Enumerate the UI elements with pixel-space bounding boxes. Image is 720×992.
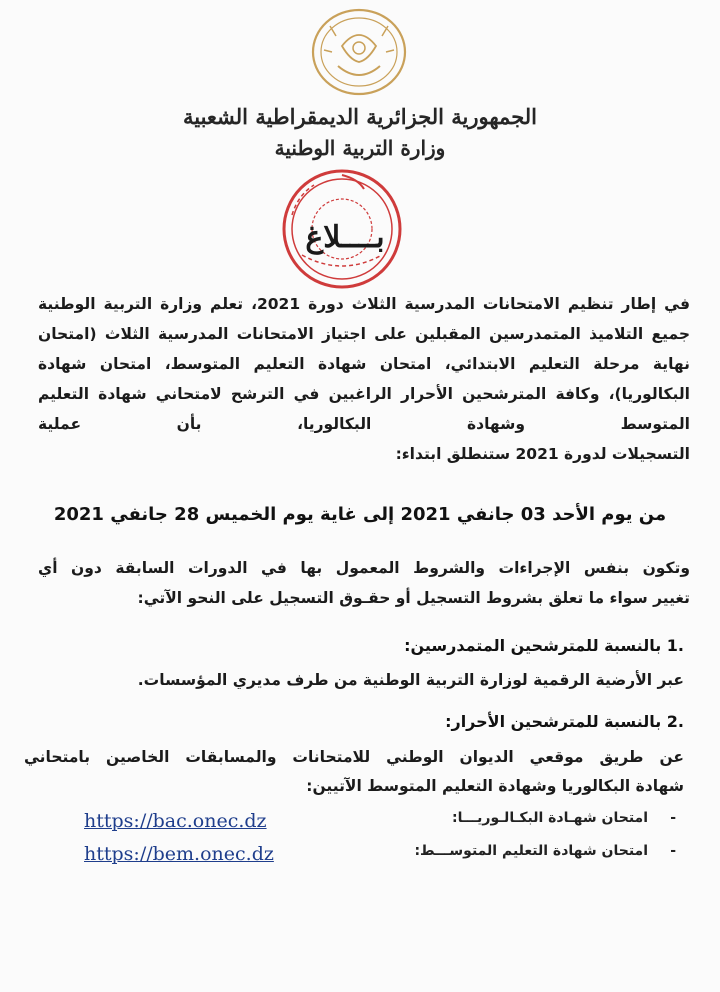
section-2-title: .2 بالنسبة للمترشحين الأحرار:	[445, 712, 684, 731]
republic-heading: الجمهورية الجزائرية الديمقراطية الشعبية	[182, 104, 537, 129]
section-2-line-1: عن طريق موقعي الديوان الوطني للامتحانات والمسابقات الخاصين بامتحاني	[24, 748, 684, 766]
registration-dates: من يوم الأحد 03 جانفي 2021 إلى غاية يوم الخميس 28 جانفي 2021	[53, 504, 667, 525]
announcement-title: بــــلاغ	[305, 220, 385, 255]
bac-exam-label: امتحان شهـادة البكـالـوريـــا:	[451, 810, 648, 826]
conditions-paragraph-last-line: تغيير سواء ما تعلق بشروط التسجيل أو حقـوق التسجيل على النحو الآتي:	[137, 589, 690, 607]
bullet-dash: -	[670, 810, 676, 826]
conditions-paragraph	[38, 553, 690, 613]
conditions-paragraph-text: وتكون بنفس الإجراءات والشروط المعمول بها في الدورات السابقة دون أي	[38, 559, 690, 577]
section-1-title: .1 بالنسبة للمترشحين المتمدرسين:	[404, 636, 684, 655]
section-2-line-2: شهادة البكالوريا وشهادة التعليم المتوسط الآتيين:	[306, 777, 684, 795]
intro-paragraph	[38, 289, 690, 469]
intro-paragraph-text: في إطار تنظيم الامتحانات المدرسية الثلاث دورة 2021، تعلم وزارة التربية الوطنية جميع التلاميذ المتمدرسين المقبلين على اجتياز الامتحانات المدرسية الثلاث (امتحان نهاية مرحلة التعليم الابتدائي، امتحان شهادة التعليم المتوسط، امتحان شهادة البكالوريا)، وكافة المترشحين الأحرار الراغبين في الترشح لامتحاني شهادة التعليم المتوسط وشهادة البكالوريا، بأن عملية	[38, 295, 691, 433]
ministry-heading: وزارة التربية الوطنية	[274, 136, 446, 160]
national-emblem-seal	[308, 6, 410, 98]
bem-exam-label: امتحان شهادة التعليم المتوســـط:	[414, 843, 648, 859]
link-row-bem	[0, 843, 720, 873]
section-1-line: عبر الأرضية الرقمية لوزارة التربية الوطنية من طرف مديري المؤسسات.	[137, 671, 684, 689]
bullet-dash: -	[670, 843, 676, 859]
link-row-bac	[0, 810, 720, 840]
intro-paragraph-last-line: التسجيلات لدورة 2021 ستنطلق ابتداء:	[395, 445, 690, 463]
bem-link[interactable]: https://bem.onec.dz	[84, 843, 274, 865]
bac-link[interactable]: https://bac.onec.dz	[84, 810, 267, 832]
